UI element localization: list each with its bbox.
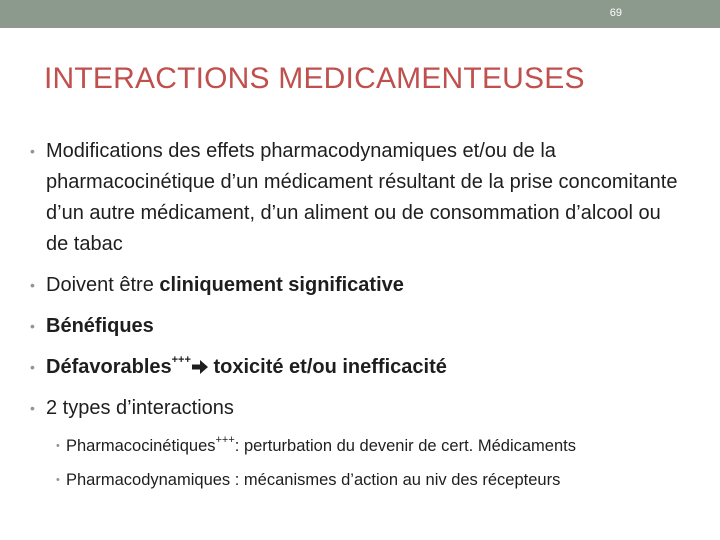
sub-bullet-pharmacodynamiques (30, 468, 680, 492)
bullet-significative-prefix: Doivent être (46, 274, 160, 296)
bullet-defavorables-label: Défavorables (46, 356, 172, 378)
bullet-significative (30, 270, 680, 301)
sub-bullet-marker: • (56, 474, 60, 486)
bullet-definition (30, 136, 680, 260)
bullet-defavorables (30, 352, 680, 383)
sub-bullet-pk-text: : perturbation du devenir de cert. Médicaments (234, 437, 576, 455)
bullet-marker: • (30, 143, 35, 159)
sub-bullet-marker: • (56, 440, 60, 452)
bullet-types-text: 2 types d’interactions (46, 397, 234, 419)
bullet-marker: • (30, 400, 35, 416)
sub-bullet-pk-sup: +++ (215, 433, 235, 446)
sub-bullet-pk-label: Pharmacocinétiques (66, 437, 216, 455)
bullet-marker: • (30, 277, 35, 293)
bullet-benefiques (30, 311, 680, 342)
slide-content (30, 136, 680, 502)
slide-title: INTERACTIONS MEDICAMENTEUSES (44, 62, 585, 95)
bullet-marker: • (30, 359, 35, 375)
page-number: 69 (609, 7, 622, 19)
bullet-types (30, 393, 680, 424)
sub-bullet-pharmacocinetiques (30, 434, 680, 458)
sub-bullet-pd-text: Pharmacodynamiques : mécanismes d’action au niv des récepteurs (66, 471, 561, 489)
bullet-significative-bold: cliniquement significative (159, 274, 404, 296)
top-bar (0, 0, 720, 28)
bullet-benefiques-text: Bénéfiques (46, 315, 154, 337)
bullet-marker: • (30, 318, 35, 334)
bullet-defavorables-sup: +++ (171, 354, 191, 367)
bullet-definition-text: Modifications des effets pharmacodynamiques et/ou de la pharmacocinétique d’un médicament résultant de la prise concomitante d’un autre médicament, d’un aliment ou de consommation d’alcool ou de tabac (46, 140, 678, 255)
bullet-defavorables-consequence: toxicité et/ou inefficacité (207, 356, 447, 378)
arrow-right-icon (192, 360, 208, 374)
